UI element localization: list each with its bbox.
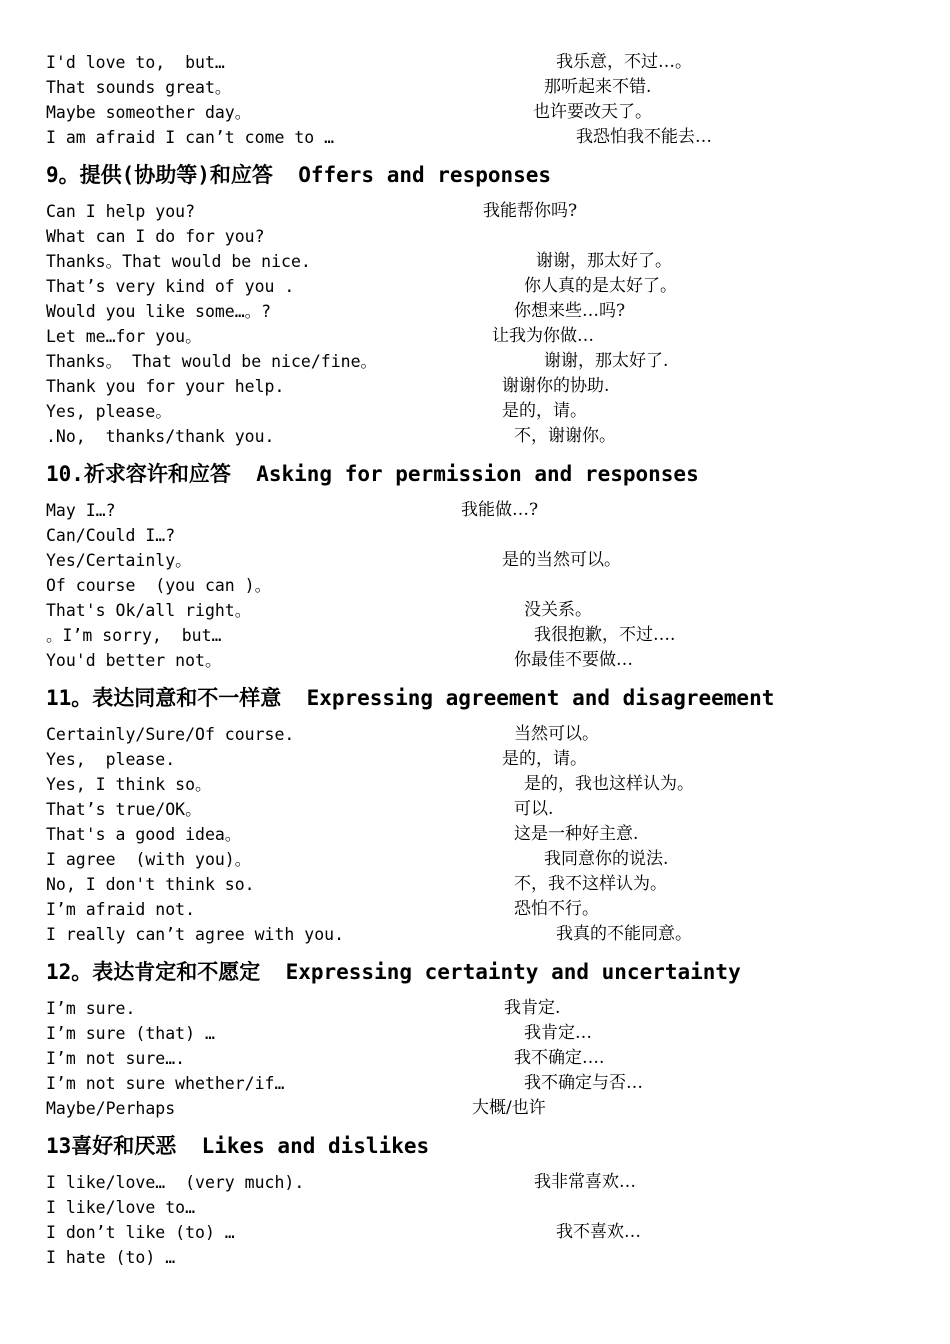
section-heading: 10.祈求容许和应答 Asking for permission and responses bbox=[46, 462, 699, 486]
list-item bbox=[0, 897, 950, 922]
english-phrase: Thank you for your help. bbox=[46, 377, 285, 396]
list-item bbox=[0, 1220, 950, 1245]
english-phrase: I'd love to, but… bbox=[46, 53, 225, 72]
chinese-translation: 我肯定… bbox=[524, 1023, 592, 1043]
english-phrase: Yes/Certainly。 bbox=[46, 551, 192, 570]
chinese-translation: 我不确定…. bbox=[514, 1048, 605, 1068]
chinese-translation: 没关系。 bbox=[524, 600, 592, 620]
list-item bbox=[0, 399, 950, 424]
chinese-translation: 我非常喜欢… bbox=[534, 1172, 636, 1192]
chinese-translation: 不，谢谢你。 bbox=[514, 426, 616, 446]
section-heading: 12。表达肯定和不愿定 Expressing certainty and uncertainty bbox=[46, 960, 741, 984]
list-item bbox=[0, 747, 950, 772]
list-item bbox=[0, 722, 950, 747]
english-phrase: I like/love… (very much). bbox=[46, 1173, 305, 1192]
list-item bbox=[0, 996, 950, 1021]
chinese-translation: 你最佳不要做… bbox=[514, 650, 633, 670]
english-phrase: Can/Could I…? bbox=[46, 526, 176, 545]
chinese-translation: 也许要改天了。 bbox=[533, 102, 652, 122]
english-phrase: I like/love to… bbox=[46, 1198, 196, 1217]
chinese-translation: 谢谢你的协助. bbox=[502, 376, 610, 396]
chinese-translation: 这是一种好主意. bbox=[514, 824, 639, 844]
list-item bbox=[0, 125, 950, 150]
chinese-translation: 我很抱歉，不过…. bbox=[534, 625, 676, 645]
chinese-translation: 是的，请。 bbox=[502, 749, 587, 769]
chinese-translation: 大概/也许 bbox=[472, 1098, 546, 1118]
list-item bbox=[0, 573, 950, 598]
english-phrase: I really can’t agree with you. bbox=[46, 925, 345, 944]
chinese-translation: 我乐意，不过…。 bbox=[556, 52, 692, 72]
chinese-translation: 我真的不能同意。 bbox=[556, 924, 692, 944]
chinese-translation: 可以. bbox=[514, 799, 554, 819]
list-item bbox=[0, 648, 950, 673]
english-phrase: I’m sure (that) … bbox=[46, 1024, 215, 1043]
chinese-translation: 我肯定. bbox=[504, 998, 561, 1018]
english-phrase: That sounds great。 bbox=[46, 78, 232, 97]
english-phrase: I’m not sure whether/if… bbox=[46, 1074, 285, 1093]
chinese-translation: 让我为你做… bbox=[492, 326, 594, 346]
list-item bbox=[0, 75, 950, 100]
list-item bbox=[0, 548, 950, 573]
section-heading: 11。表达同意和不一样意 Expressing agreement and disagreement bbox=[46, 686, 775, 710]
chinese-translation: 我不喜欢… bbox=[556, 1222, 641, 1242]
section-heading: 13喜好和厌恶 Likes and dislikes bbox=[46, 1134, 430, 1158]
english-phrase: That's Ok/all right。 bbox=[46, 601, 252, 620]
list-item bbox=[0, 498, 950, 523]
list-item bbox=[0, 598, 950, 623]
chinese-translation: 我同意你的说法. bbox=[544, 849, 669, 869]
english-phrase: You'd better not。 bbox=[46, 651, 222, 670]
chinese-translation: 是的，请。 bbox=[502, 401, 587, 421]
list-item bbox=[0, 349, 950, 374]
english-phrase: I agree (with you)。 bbox=[46, 850, 252, 869]
english-phrase: Thanks。 That would be nice/fine。 bbox=[46, 352, 378, 371]
english-phrase: That’s very kind of you . bbox=[46, 277, 295, 296]
english-phrase: Let me…for you。 bbox=[46, 327, 202, 346]
english-phrase: .No, thanks/thank you. bbox=[46, 427, 275, 446]
english-phrase: I hate (to) … bbox=[46, 1248, 176, 1267]
list-item bbox=[0, 1096, 950, 1121]
english-phrase: Yes, please. bbox=[46, 750, 176, 769]
chinese-translation: 恐怕不行。 bbox=[514, 899, 599, 919]
list-item bbox=[0, 1046, 950, 1071]
list-item bbox=[0, 772, 950, 797]
english-phrase: I’m sure. bbox=[46, 999, 136, 1018]
chinese-translation: 你人真的是太好了。 bbox=[524, 276, 677, 296]
english-phrase: I’m afraid not. bbox=[46, 900, 196, 919]
chinese-translation: 我能帮你吗? bbox=[483, 201, 578, 221]
chinese-translation: 那听起来不错. bbox=[544, 77, 652, 97]
chinese-translation: 不，我不这样认为。 bbox=[514, 874, 667, 894]
chinese-translation: 是的，我也这样认为。 bbox=[524, 774, 694, 794]
english-phrase: Of course (you can )。 bbox=[46, 576, 272, 595]
english-phrase: Would you like some…。? bbox=[46, 302, 272, 321]
english-phrase: 。I’m sorry, but… bbox=[46, 626, 222, 645]
list-item bbox=[0, 274, 950, 299]
english-phrase: Yes, please。 bbox=[46, 402, 172, 421]
chinese-translation: 谢谢，那太好了. bbox=[544, 351, 669, 371]
list-item bbox=[0, 623, 950, 648]
list-item bbox=[0, 797, 950, 822]
english-phrase: What can I do for you? bbox=[46, 227, 265, 246]
english-phrase: Maybe someother day。 bbox=[46, 103, 252, 122]
list-item bbox=[0, 822, 950, 847]
chinese-translation: 是的当然可以。 bbox=[502, 550, 621, 570]
list-item bbox=[0, 1021, 950, 1046]
english-phrase: Can I help you? bbox=[46, 202, 196, 221]
english-phrase: Certainly/Sure/Of course. bbox=[46, 725, 295, 744]
list-item bbox=[0, 199, 950, 224]
list-item bbox=[0, 922, 950, 947]
chinese-translation: 你想来些…吗? bbox=[514, 301, 626, 321]
list-item bbox=[0, 1245, 950, 1270]
list-item bbox=[0, 872, 950, 897]
english-phrase: I’m not sure…. bbox=[46, 1049, 186, 1068]
english-phrase: I don’t like (to) … bbox=[46, 1223, 235, 1242]
chinese-translation: 我恐怕我不能去… bbox=[576, 127, 712, 147]
list-item bbox=[0, 1170, 950, 1195]
chinese-translation: 我不确定与否… bbox=[524, 1073, 643, 1093]
english-phrase: That’s true/OK。 bbox=[46, 800, 202, 819]
list-item bbox=[0, 1071, 950, 1096]
english-phrase: Thanks。That would be nice. bbox=[46, 252, 311, 271]
list-item bbox=[0, 424, 950, 449]
list-item bbox=[0, 523, 950, 548]
english-phrase: No, I don't think so. bbox=[46, 875, 255, 894]
chinese-translation: 谢谢，那太好了。 bbox=[536, 251, 672, 271]
list-item bbox=[0, 374, 950, 399]
list-item bbox=[0, 1195, 950, 1220]
list-item bbox=[0, 847, 950, 872]
list-item bbox=[0, 249, 950, 274]
list-item bbox=[0, 50, 950, 75]
chinese-translation: 我能做…? bbox=[461, 500, 539, 520]
list-item bbox=[0, 224, 950, 249]
list-item bbox=[0, 299, 950, 324]
english-phrase: Maybe/Perhaps bbox=[46, 1099, 176, 1118]
english-phrase: May I…? bbox=[46, 501, 116, 520]
section-heading: 9。提供(协助等)和应答 Offers and responses bbox=[46, 163, 552, 187]
list-item bbox=[0, 100, 950, 125]
english-phrase: I am afraid I can’t come to … bbox=[46, 128, 335, 147]
list-item bbox=[0, 324, 950, 349]
english-phrase: That's a good idea。 bbox=[46, 825, 242, 844]
english-phrase: Yes, I think so。 bbox=[46, 775, 212, 794]
chinese-translation: 当然可以。 bbox=[514, 724, 599, 744]
